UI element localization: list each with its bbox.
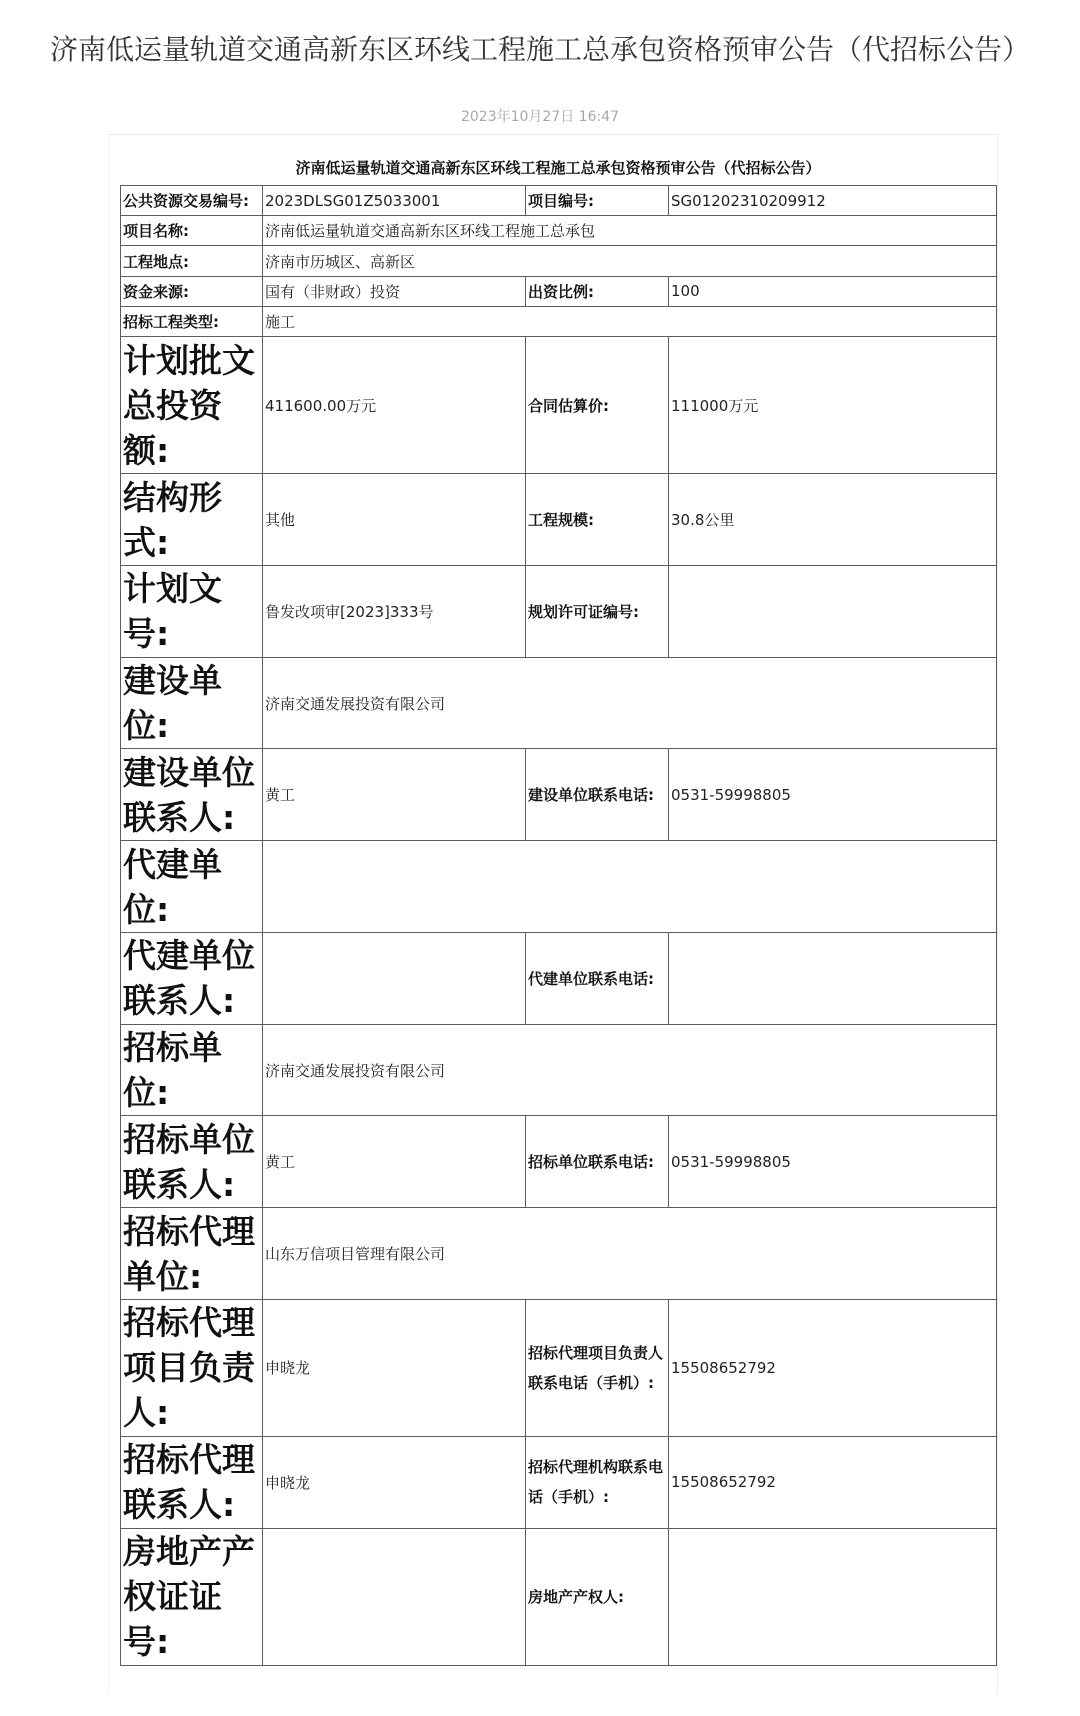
project-no-label: 项目编号: [526, 186, 669, 216]
notice-table [120, 185, 997, 1666]
table-row [121, 186, 997, 216]
table-row [121, 1208, 997, 1300]
plan-doc-value: 鲁发改项审[2023]333号 [263, 566, 526, 658]
fund-ratio-value: 100 [669, 276, 997, 306]
scale-value: 30.8公里 [669, 474, 997, 566]
publish-time: 2023年10月27日 16:47 [460, 109, 620, 125]
bid-agent-label: 招标代理单位: [121, 1208, 263, 1300]
permit-no-value [669, 566, 997, 658]
tenderer-phone-label: 招标单位联系电话: [526, 1116, 669, 1208]
plan-doc-label: 计划文号: [121, 566, 263, 658]
table-row [121, 657, 997, 749]
table-row [121, 337, 997, 474]
tenderer-phone-value: 0531-59998805 [669, 1116, 997, 1208]
agent-builder-label: 代建单位: [121, 841, 263, 933]
tenderer-contact-value: 黄工 [263, 1116, 526, 1208]
tenderer-label: 招标单位: [121, 1024, 263, 1116]
builder-label: 建设单位: [121, 657, 263, 749]
property-cert-value [263, 1528, 526, 1665]
location-label: 工程地点: [121, 246, 263, 276]
bid-agent-contact-value: 申晓龙 [263, 1437, 526, 1529]
table-title: 济南低运量轨道交通高新东区环线工程施工总承包资格预审公告（代招标公告） [295, 159, 821, 177]
property-owner-value [669, 1528, 997, 1665]
table-row [121, 306, 997, 336]
bid-agent-manager-phone-value: 15508652792 [669, 1299, 997, 1436]
property-cert-label: 房地产产权证证号: [121, 1528, 263, 1665]
permit-no-label: 规划许可证编号: [526, 566, 669, 658]
table-row [121, 1437, 997, 1529]
table-row [121, 1299, 997, 1436]
table-row [121, 566, 997, 658]
bid-agent-manager-value: 申晓龙 [263, 1299, 526, 1436]
builder-value: 济南交通发展投资有限公司 [263, 657, 997, 749]
project-no-value: SG01202310209912 [669, 186, 997, 216]
table-row [121, 841, 997, 933]
tenderer-value: 济南交通发展投资有限公司 [263, 1024, 997, 1116]
fund-ratio-label: 出资比例: [526, 276, 669, 306]
table-row [121, 276, 997, 306]
bid-agent-org-phone-label: 招标代理机构联系电话（手机）: [526, 1437, 669, 1529]
contract-est-label: 合同估算价: [526, 337, 669, 474]
bid-agent-manager-label: 招标代理项目负责人: [121, 1299, 263, 1436]
page-title: 济南低运量轨道交通高新东区环线工程施工总承包资格预审公告（代招标公告） [49, 33, 1030, 66]
trade-no-value: 2023DLSG01Z5033001 [263, 186, 526, 216]
location-value: 济南市历城区、高新区 [263, 246, 997, 276]
project-name-label: 项目名称: [121, 216, 263, 246]
total-invest-value: 411600.00万元 [263, 337, 526, 474]
scale-label: 工程规模: [526, 474, 669, 566]
bid-agent-org-phone-value: 15508652792 [669, 1437, 997, 1529]
builder-phone-value: 0531-59998805 [669, 749, 997, 841]
contract-est-value: 111000万元 [669, 337, 997, 474]
builder-contact-label: 建设单位联系人: [121, 749, 263, 841]
agent-builder-contact-value [263, 932, 526, 1024]
bid-agent-manager-phone-label: 招标代理项目负责人联系电话（手机）: [526, 1299, 669, 1436]
project-name-value: 济南低运量轨道交通高新东区环线工程施工总承包 [263, 216, 997, 246]
total-invest-label: 计划批文总投资额: [121, 337, 263, 474]
table-row [121, 216, 997, 246]
table-row [121, 474, 997, 566]
tenderer-contact-label: 招标单位联系人: [121, 1116, 263, 1208]
table-row [121, 749, 997, 841]
trade-no-label: 公共资源交易编号: [121, 186, 263, 216]
table-row [121, 1116, 997, 1208]
fund-source-value: 国有（非财政）投资 [263, 276, 526, 306]
table-row [121, 1528, 997, 1665]
builder-phone-label: 建设单位联系电话: [526, 749, 669, 841]
structure-label: 结构形式: [121, 474, 263, 566]
agent-builder-phone-value [669, 932, 997, 1024]
bid-type-label: 招标工程类型: [121, 306, 263, 336]
agent-builder-value [263, 841, 997, 933]
structure-value: 其他 [263, 474, 526, 566]
table-row [121, 1024, 997, 1116]
bid-agent-contact-label: 招标代理联系人: [121, 1437, 263, 1529]
table-row [121, 932, 997, 1024]
table-row [121, 246, 997, 276]
builder-contact-value: 黄工 [263, 749, 526, 841]
bid-type-value: 施工 [263, 306, 997, 336]
property-owner-label: 房地产产权人: [526, 1528, 669, 1665]
agent-builder-phone-label: 代建单位联系电话: [526, 932, 669, 1024]
fund-source-label: 资金来源: [121, 276, 263, 306]
agent-builder-contact-label: 代建单位联系人: [121, 932, 263, 1024]
bid-agent-value: 山东万信项目管理有限公司 [263, 1208, 997, 1300]
